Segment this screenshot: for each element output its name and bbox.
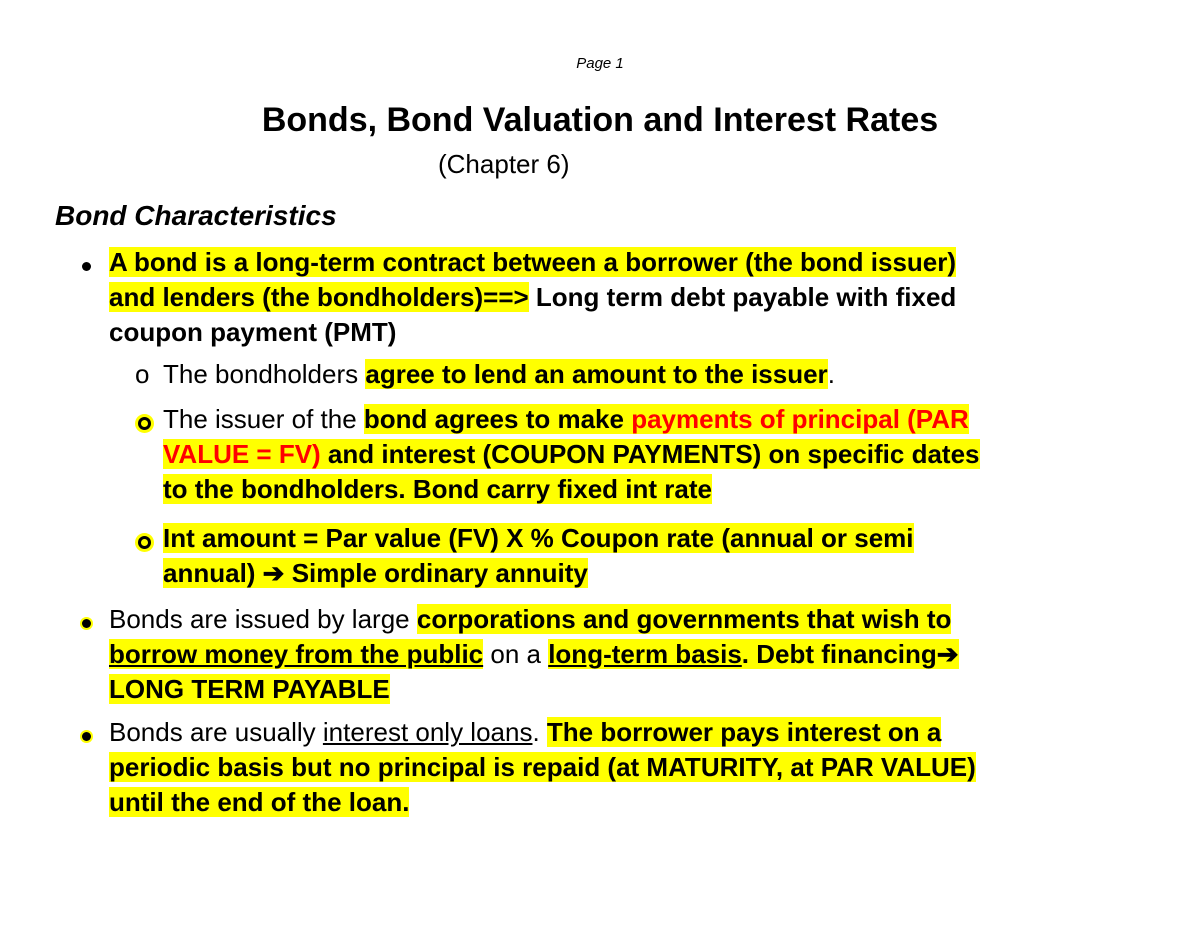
bullet-2-text-a: Bonds are issued by large bbox=[109, 604, 417, 634]
bullet-2-text-g: LONG TERM PAYABLE bbox=[109, 674, 390, 704]
bullet-1-line-3: coupon payment (PMT) bbox=[109, 317, 397, 347]
bullet-1-line-2b: Long term debt payable with fixed bbox=[528, 282, 957, 312]
sub-3-line-1: Int amount = Par value (FV) X % Coupon rate (annual or semi bbox=[163, 523, 914, 553]
bullet-1-line-1: A bond is a long-term contract between a borrower (the bond issuer) bbox=[109, 247, 957, 277]
bullet-3-text-f: until the end of the loan. bbox=[109, 787, 410, 817]
sub-item-1-marker: o bbox=[135, 359, 150, 389]
bullet-2-text-f: . Debt financing bbox=[741, 639, 937, 669]
sub-3-text-b: Simple ordinary annuity bbox=[284, 558, 588, 588]
sub-1-text-b: agree to lend an amount to the issuer bbox=[365, 359, 828, 389]
chapter-subtitle: (Chapter 6) bbox=[438, 149, 570, 179]
bullet-item-2 bbox=[109, 602, 959, 707]
sub-item-2 bbox=[163, 402, 980, 507]
bullet-dot-2 bbox=[82, 619, 91, 628]
sub-2-text-d: VALUE = FV) bbox=[163, 439, 321, 469]
bullet-2-text-b: corporations and governments that wish to bbox=[416, 604, 952, 634]
sub-item-1 bbox=[163, 357, 835, 392]
arrow-icon: ➔ bbox=[936, 639, 959, 669]
bullet-2-text-d: on a bbox=[483, 639, 549, 669]
bullet-1-line-2a: and lenders (the bondholders)==> bbox=[109, 282, 529, 312]
bullet-dot-3 bbox=[82, 732, 91, 741]
document-title: Bonds, Bond Valuation and Interest Rates bbox=[261, 101, 939, 139]
sub-2-text-f: to the bondholders. Bond carry fixed int rate bbox=[163, 474, 712, 504]
sub-3-text-a: annual) bbox=[163, 558, 263, 588]
sub-item-3 bbox=[163, 521, 914, 591]
bullet-item-3 bbox=[109, 715, 976, 820]
bullet-3-text-c: . bbox=[532, 717, 547, 747]
section-heading: Bond Characteristics bbox=[55, 200, 337, 231]
sub-2-text-e: and interest (COUPON PAYMENTS) on specific dates bbox=[320, 439, 980, 469]
sub-2-text-c: payments of principal (PAR bbox=[631, 404, 969, 434]
sub-1-text-a: The bondholders bbox=[163, 359, 366, 389]
bullet-3-text-a: Bonds are usually bbox=[109, 717, 323, 747]
sub-item-2-marker bbox=[138, 417, 151, 430]
bullet-2-text-c: borrow money from the public bbox=[109, 639, 484, 669]
bullet-3-text-d: The borrower pays interest on a bbox=[546, 717, 942, 747]
sub-item-3-marker bbox=[138, 536, 151, 549]
page-number: Page 1 bbox=[576, 55, 624, 72]
bullet-2-text-e: long-term basis bbox=[548, 639, 742, 669]
sub-2-text-a: The issuer of the bbox=[163, 404, 364, 434]
bullet-3-text-e: periodic basis but no principal is repaid (at MATURITY, at PAR VALUE) bbox=[109, 752, 976, 782]
sub-2-text-b: bond agrees to make bbox=[363, 404, 632, 434]
bullet-3-text-b: interest only loans bbox=[322, 717, 533, 747]
bullet-dot-1 bbox=[82, 262, 91, 271]
sub-1-text-c: . bbox=[827, 359, 835, 389]
bullet-item-1 bbox=[109, 245, 956, 350]
arrow-icon: ➔ bbox=[262, 558, 285, 588]
